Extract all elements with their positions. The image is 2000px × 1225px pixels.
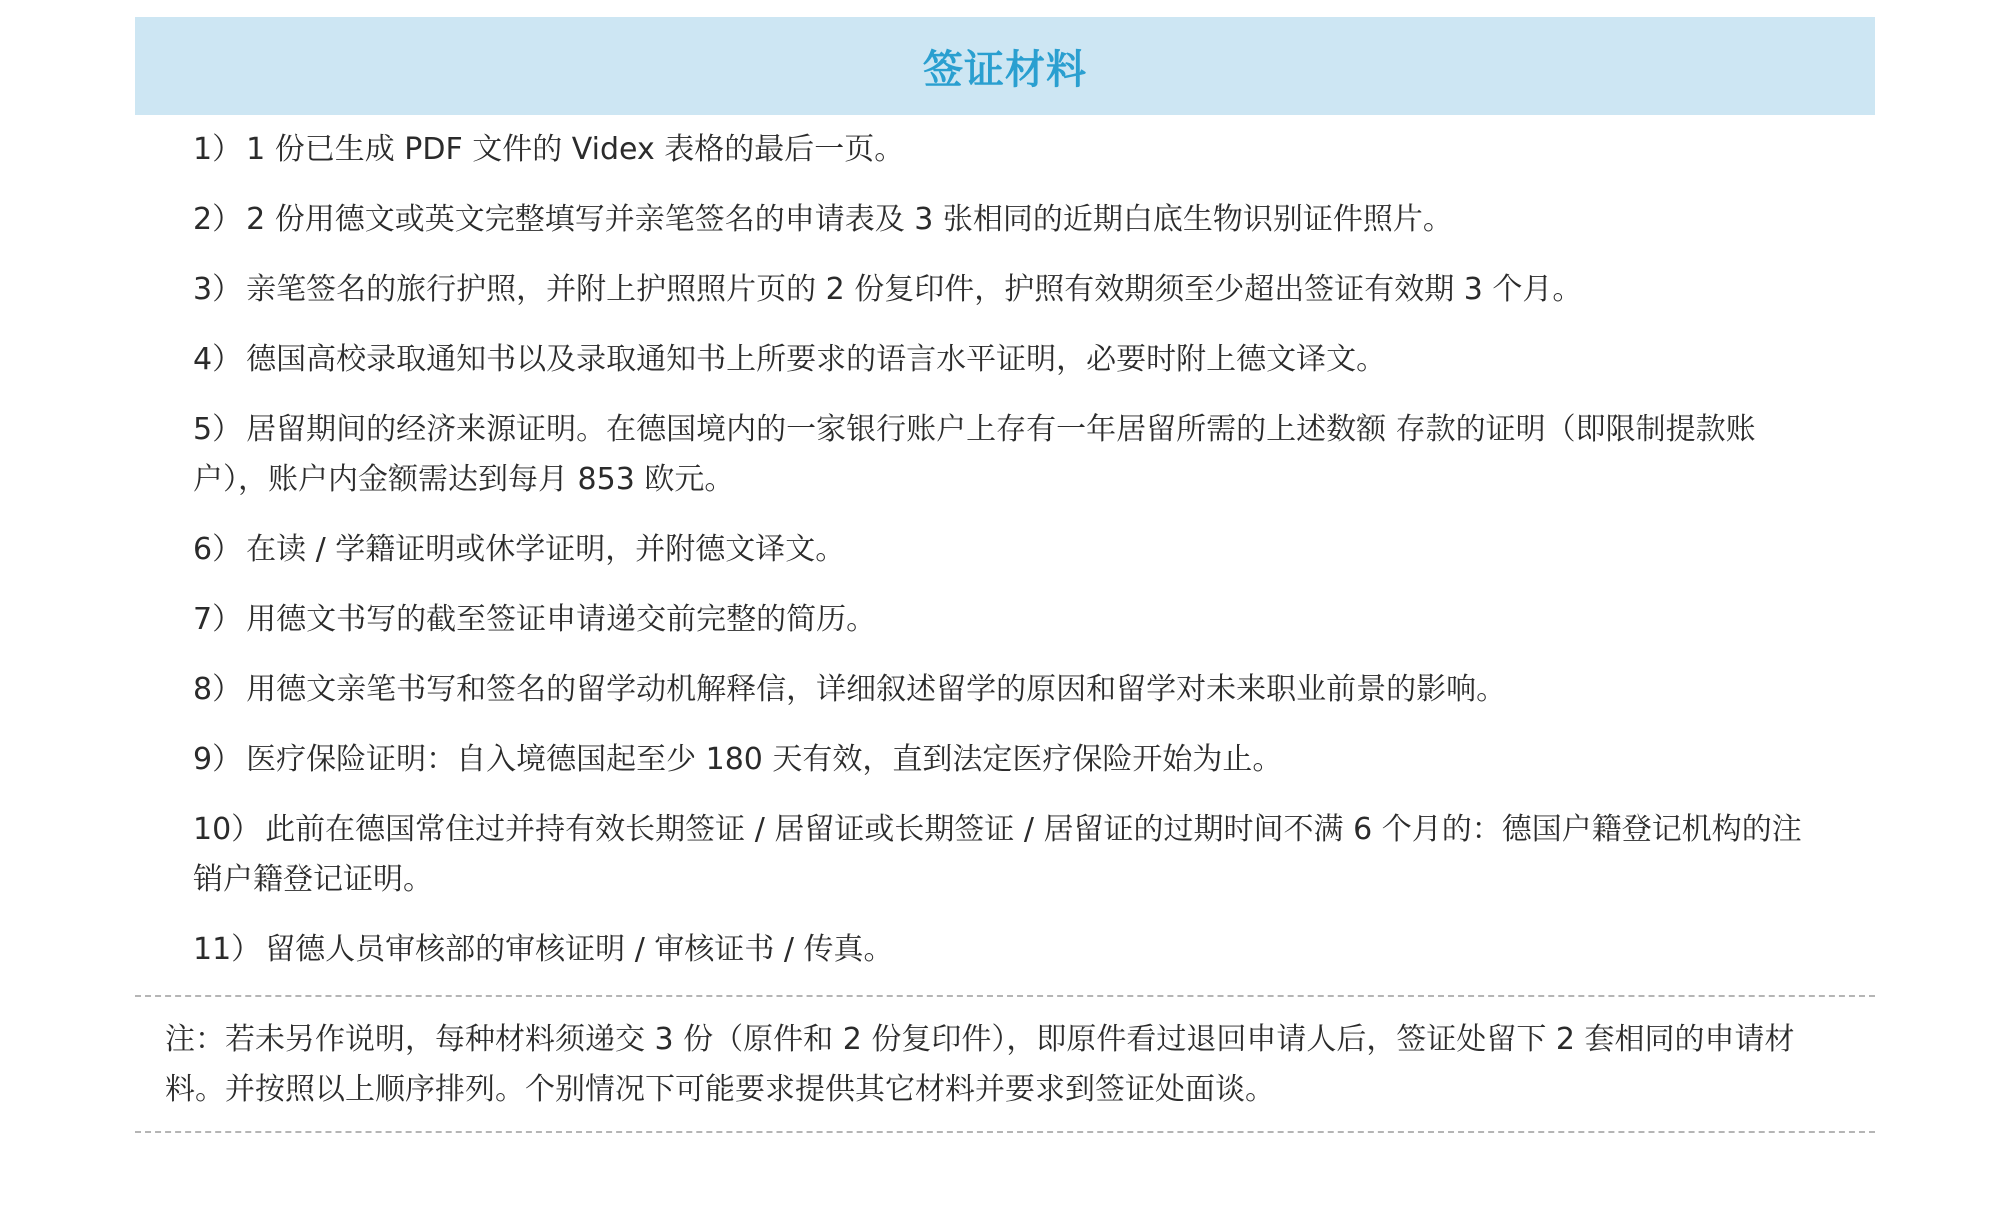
note-text: 注：若未另作说明，每种材料须递交 3 份（原件和 2 份复印件），即原件看过退回申请人后，签证处留下 2 套相同的申请材料。并按照以上顺序排列。个别情况下可能要求提供其它材料并要求到签证处面谈。 — [165, 1022, 1795, 1107]
item-number: 8） — [193, 672, 243, 707]
list-item — [193, 195, 1815, 245]
item-number: 4） — [193, 342, 243, 377]
list-item — [193, 405, 1815, 505]
list-item — [193, 595, 1815, 645]
item-text: 用德文亲笔书写和签名的留学动机解释信，详细叙述留学的原因和留学对未来职业前景的影响。 — [246, 672, 1507, 707]
item-number: 6） — [193, 532, 243, 567]
list-item — [193, 125, 1815, 175]
item-number: 10） — [193, 812, 262, 847]
document-page — [135, 17, 1875, 1133]
item-text: 留德人员审核部的审核证明 / 审核证书 / 传真。 — [265, 932, 894, 967]
item-number: 5） — [193, 412, 243, 447]
item-number: 9） — [193, 742, 243, 777]
item-text: 居留期间的经济来源证明。在德国境内的一家银行账户上存有一年居留所需的上述数额 存款的证明（即限制提款账户），账户内金额需达到每月 853 欧元。 — [193, 412, 1756, 497]
item-number: 2） — [193, 202, 243, 237]
item-number: 7） — [193, 602, 243, 637]
item-text: 此前在德国常住过并持有效长期签证 / 居留证或长期签证 / 居留证的过期时间不满 6 个月的：德国户籍登记机构的注销户籍登记证明。 — [193, 812, 1802, 897]
list-item — [193, 805, 1815, 905]
item-text: 1 份已生成 PDF 文件的 Videx 表格的最后一页。 — [246, 132, 905, 167]
item-text: 德国高校录取通知书以及录取通知书上所要求的语言水平证明，必要时附上德文译文。 — [246, 342, 1387, 377]
page-title: 签证材料 — [923, 46, 1087, 93]
list-item — [193, 665, 1815, 715]
item-text: 医疗保险证明：自入境德国起至少 180 天有效，直到法定医疗保险开始为止。 — [246, 742, 1283, 777]
item-number: 11） — [193, 932, 262, 967]
list-item — [193, 735, 1815, 785]
note-box — [135, 995, 1875, 1133]
materials-list — [135, 115, 1875, 975]
item-number: 1） — [193, 132, 243, 167]
item-number: 3） — [193, 272, 243, 307]
item-text: 在读 / 学籍证明或休学证明，并附德文译文。 — [246, 532, 846, 567]
list-item — [193, 925, 1815, 975]
list-item — [193, 525, 1815, 575]
title-banner — [135, 17, 1875, 115]
item-text: 亲笔签名的旅行护照，并附上护照照片页的 2 份复印件，护照有效期须至少超出签证有效期 3 个月。 — [246, 272, 1583, 307]
list-item — [193, 335, 1815, 385]
list-item — [193, 265, 1815, 315]
item-text: 2 份用德文或英文完整填写并亲笔签名的申请表及 3 张相同的近期白底生物识别证件照片。 — [246, 202, 1453, 237]
item-text: 用德文书写的截至签证申请递交前完整的简历。 — [246, 602, 877, 637]
